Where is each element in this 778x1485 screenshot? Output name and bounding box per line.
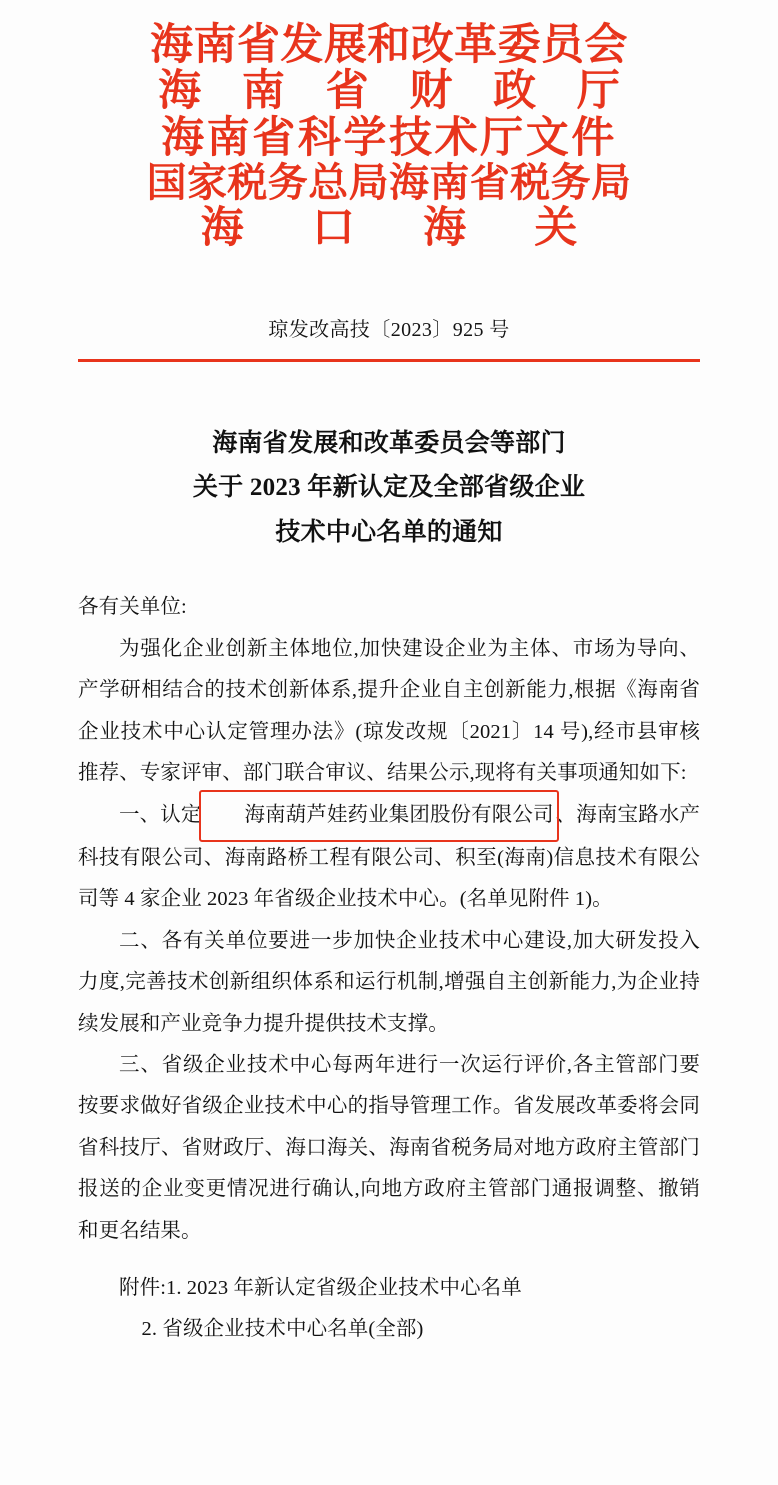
paragraph-item-two: 二、各有关单位要进一步加快企业技术中心建设,加大研发投入力度,完善技术创新组织体系和运行机制,增强自主创新能力,为企业持续发展和产业竞争力提升提供技术支撑。	[78, 929, 700, 1035]
document-body	[78, 587, 700, 1350]
masthead-line-5: 海 口 海 关	[200, 202, 605, 253]
paragraph-item-three: 三、省级企业技术中心每两年进行一次运行评价,各主管部门要按要求做好省级企业技术中心的指导管理工作。省发展改革委将会同省科技厅、省财政厅、海口海关、海南省税务局对地方政府主管部门报送的企业变更情况进行确认,向地方政府主管部门通报调整、撤销和更名结果。	[78, 1053, 700, 1242]
document-title	[78, 422, 700, 556]
masthead-line-4: 国家税务总局海南省税务局	[146, 159, 632, 207]
masthead	[78, 0, 700, 251]
item-one-suffix: 、海南宝路水产科技有限公司、海南路桥工程有限公司、积至(海南)信息技术有限公司等 4 家企业 2023 年省级企业技术中心。(名单见附件 1)。	[78, 804, 700, 911]
salutation: 各有关单位:	[78, 596, 187, 619]
highlighted-company-name: 海南葫芦娃药业集团股份有限公司	[202, 794, 556, 837]
masthead-line-1: 海南省发展和改革委员会	[150, 20, 628, 70]
title-line-1: 海南省发展和改革委员会等部门	[212, 429, 566, 457]
title-line-2: 关于 2023 年新认定及全部省级企业	[192, 474, 586, 502]
title-line-3: 技术中心名单的通知	[275, 518, 503, 546]
attachment-item-2: 2. 省级企业技术中心名单(全部)	[141, 1318, 424, 1341]
paragraph-item-one	[78, 794, 700, 920]
item-one-prefix: 一、认定	[119, 804, 202, 827]
red-divider-rule	[78, 359, 700, 362]
attachment-label: 附件:1. 2023 年新认定省级企业技术中心名单	[119, 1276, 522, 1299]
masthead-line-2: 海 南 省 财 政 厅	[158, 66, 633, 117]
paragraph-intro: 为强化企业创新主体地位,加快建设企业为主体、市场为导向、产学研相结合的技术创新体系,提升企业自主创新能力,根据《海南省企业技术中心认定管理办法》(琼发改规〔2021〕14 号),经市县审核推荐、专家评审、部门联合审议、结果公示,现将有关事项通知如下:	[78, 637, 700, 785]
document-number: 琼发改高技〔2023〕925 号	[268, 318, 510, 341]
masthead-line-3: 海南省科学技术厅文件	[161, 112, 617, 163]
